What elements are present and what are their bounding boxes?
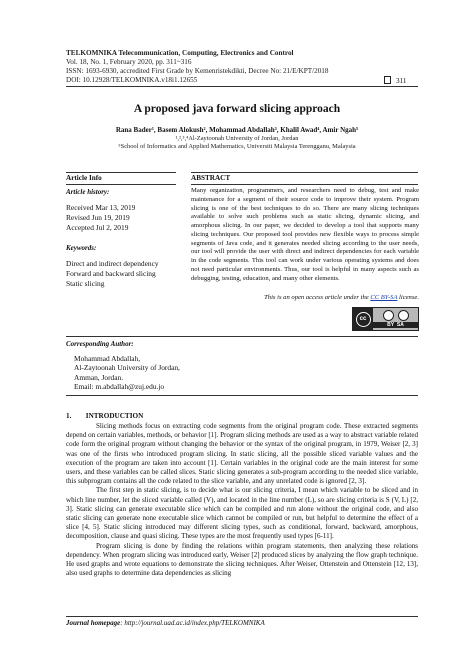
article-history-heading: Article history:: [66, 188, 110, 196]
issn-line: ISSN: 1693-6930, accredited First Grade by Kemenristekdikti, Decree No: 21/E/KPT/2018: [66, 67, 329, 75]
author-location: Amman, Jordan.: [74, 372, 124, 382]
keywords-heading: Keywords:: [66, 244, 97, 252]
cc-icon: cc: [353, 308, 373, 330]
journal-homepage: [66, 619, 265, 627]
introduction-body: [66, 422, 418, 578]
revised-date: Revised Jun 19, 2019: [66, 213, 130, 222]
affiliation-2: ⁵School of Informatics and Applied Mathematics, Universiti Malaysia Terengganu, Malaysia: [118, 143, 356, 150]
share-alike-icon: [398, 310, 409, 321]
journal-name: TELKOMNIKA Telecommunication, Computing, Electronics and Control: [66, 49, 294, 57]
page-number-block: [384, 76, 407, 86]
by-sa-icons: [383, 310, 409, 321]
corresponding-bottom-rule: [66, 395, 418, 396]
corresponding-heading: Corresponding Author:: [66, 340, 134, 348]
footer-rule: [66, 616, 418, 617]
cc-by-sa-badge[interactable]: [352, 307, 419, 331]
keyword: Direct and indirect dependency: [66, 259, 159, 268]
received-date: Received Mar 13, 2019: [66, 203, 136, 212]
abstract-top-rule: [191, 172, 418, 173]
abstract-text: Many organization, programmers, and researchers need to debug, test and make maintenance for a segment of their source code to improve their system. Program slicing is one of the best techniques to do so. There are many slicing techniques available to solve such problems such as static slicing, dynamic slicing, and amorphous slicing. In our paper, we decided to develop a tool that supports many slicing techniques. Our proposed tool provides new flexible ways to process simple segments of Java code, and it generates needed slicing according to the user needs, our tool will provide the user with direct and indirect dependencies for each variable in the code segments. This tool can work under various operating systems and does not need particular environments. Thus, our tool is helpful in many aspects such as debugging, testing, education, and many other elements.: [191, 187, 419, 282]
paper-title: A proposed java forward slicing approach: [133, 103, 341, 115]
keywords-list: [66, 259, 176, 289]
corresponding-top-rule: [66, 336, 418, 337]
license-link[interactable]: CC BY-SA: [370, 294, 398, 301]
header-rule: [66, 86, 418, 87]
author-name: Mohammad Abdallah,: [74, 354, 141, 363]
keyword: Forward and backward slicing: [66, 269, 156, 278]
homepage-url[interactable]: : http://journal.uad.ac.id/index.php/TELKOMNIKA: [120, 619, 265, 627]
volume-line: Vol. 18, No. 1, February 2020, pp. 311~316: [66, 58, 192, 66]
intro-paragraph: The first step in static slicing, is to decide what is our slicing criteria, I mean which variable to be sliced and in which line number, let the sliced variable called (V), and located in the line number (L), so are slicing criteria is S (V, L) [2, 3]. Static slicing can generate executable slice which can be compiled and run alone without the original code, and also static slicing can generate none executable slice which cannot be compiled or run, but helpful to determine the effect of a slice [4, 5]. Static slicing introduced may different slicing types, such as conditional, forward, backward, amorphous, decomposition, clause and quasi slicing. These types are the most frequently used types [6-11].: [66, 486, 418, 541]
author-list: Rana Bader¹, Basem Alokush², Mohammad Abdallah³, Khalil Awad⁴, Amir Ngah⁵: [115, 126, 359, 134]
keyword: Static slicing: [66, 279, 105, 288]
doi-line: DOI: 10.12928/TELKOMNIKA.v18i1.12655: [66, 76, 198, 84]
page-number: 311: [396, 77, 407, 85]
article-info-top-rule: [66, 172, 176, 173]
page-icon: [384, 76, 391, 84]
abstract-bottom-rule: [191, 184, 418, 185]
intro-paragraph: Program slicing is done by finding the relations within program statements, then analyzing these relations dependency. When program slicing was introduced early, Weiser [2] produced slices by analyzing the flow graph technique. He used graphs and wrote equations to demonstrate the slicing techniques. After Weiser, Ottenstein and Ottenstein [12, 13], also used graphs to determine data dependencies as slicing: [66, 541, 418, 578]
affiliation-1: ¹,²,³,⁴Al-Zaytoonah University of Jordan, Jordan: [175, 135, 299, 142]
abstract-heading: ABSTRACT: [191, 174, 231, 182]
author-institution: Al-Zaytoonah University of Jordan,: [74, 363, 180, 373]
homepage-label: Journal homepage: [66, 619, 121, 627]
corresponding-details: [74, 354, 180, 392]
introduction-heading: 1. INTRODUCTION: [66, 412, 144, 420]
author-email: Email: m.abdallah@zuj.edu.jo: [74, 382, 165, 392]
accepted-date: Accepted Jul 2, 2019: [66, 223, 129, 232]
article-info-bottom-rule: [66, 184, 176, 185]
by-sa-panel: [373, 308, 418, 330]
intro-paragraph: Slicing methods focus on extracting code segments from the original program code. These extracted segments depend on certain variables, methods, or behavior [1]. Program slicing methods are used as a way to abstract variable related code form the original program without changing the behavior or the syntax of the original program, in 1979, Weiser [2, 3] was one of the firsts who introduced program slicing. In static slicing, all the possible sliced variable values and the execution of the program are taken into account [1]. Certain variables in the original code are the main interest for some users, and these variables can be called slices. Static slicing generates a sub-program according to the needed slice variable, this subprogram contains all the code related to the slice variable, and any unrelated code is ignored [2, 3].: [66, 422, 418, 486]
open-access-note: This is an open access article under the CC BY-SA license.: [264, 294, 419, 301]
by-sa-label: BY SA: [373, 322, 418, 328]
attribution-icon: [383, 310, 394, 321]
article-history: [66, 203, 176, 233]
article-info-heading: Article Info: [66, 174, 102, 182]
